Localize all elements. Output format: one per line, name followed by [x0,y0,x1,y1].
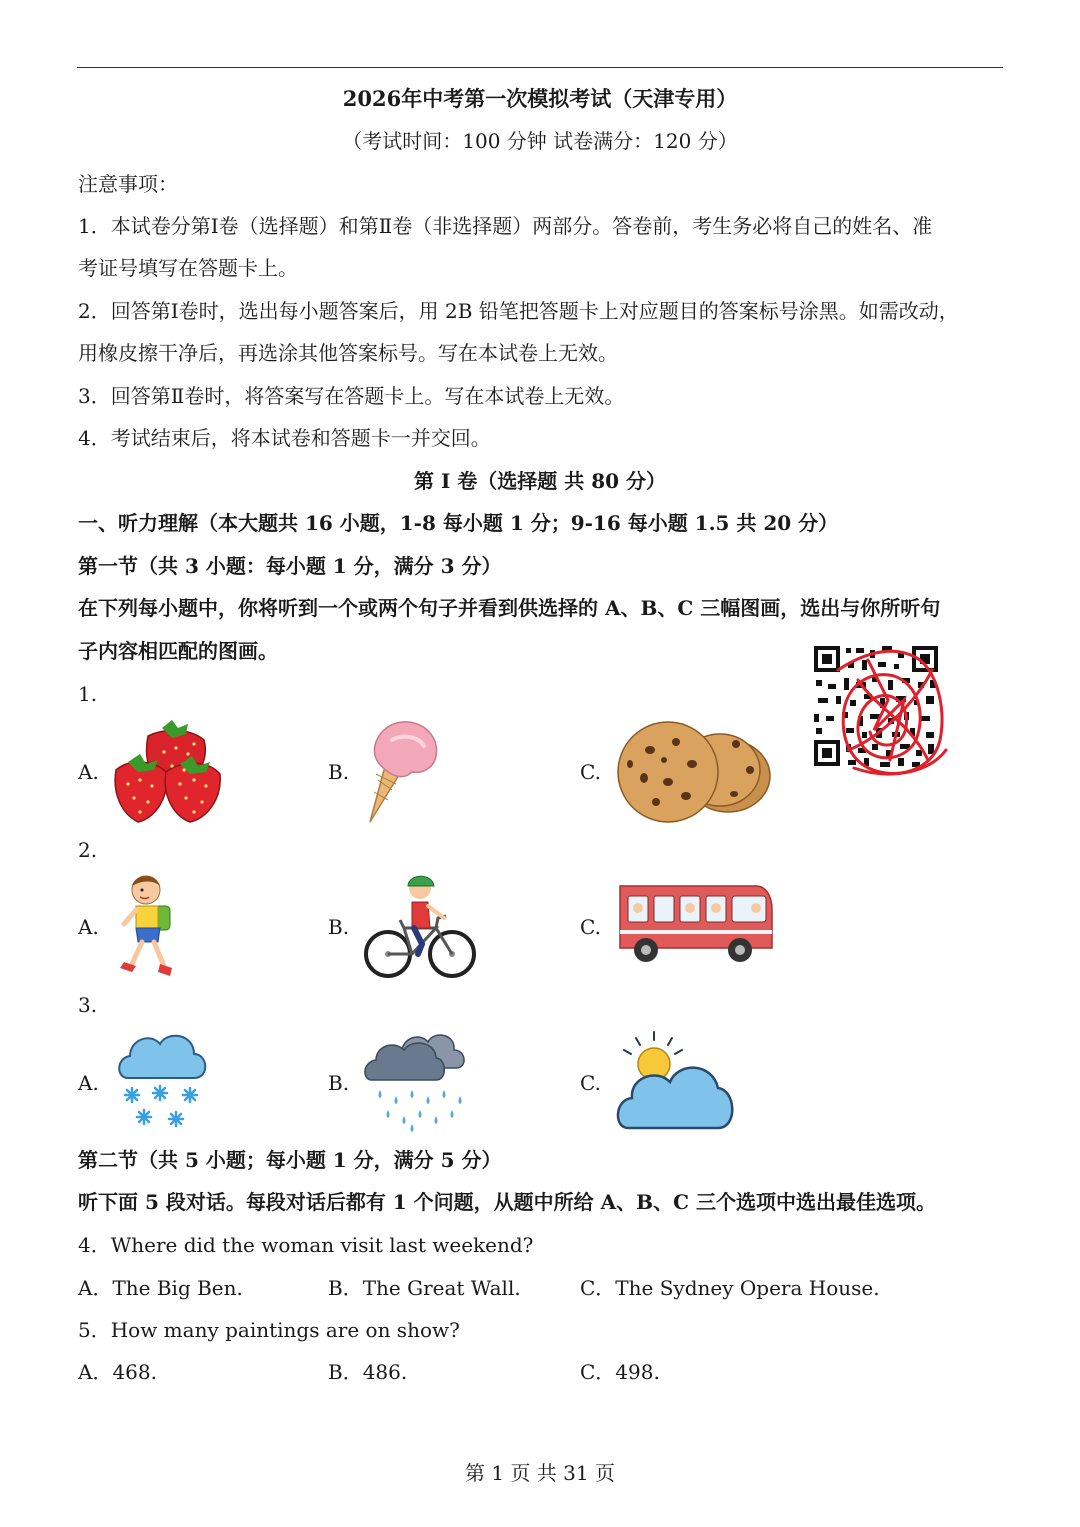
option-label[interactable]: C. [580,1071,601,1095]
cookies-icon [616,720,772,824]
rain-cloud-icon [362,1026,474,1134]
option-c[interactable]: C．498. [580,1360,660,1384]
question-number: 2. [78,838,98,862]
note-line: 4．考试结束后，将本试卷和答题卡一并交回。 [78,426,491,450]
note-line: 1．本试卷分第Ⅰ卷（选择题）和第Ⅱ卷（非选择题）两部分。答卷前，考生务必将自己的姓名、准 [78,214,933,238]
exam-subtitle: （考试时间：100 分钟 试卷满分：120 分） [342,129,738,153]
bicycle-rider-icon [364,872,476,980]
option-a[interactable]: A．The Big Ben. [78,1276,243,1300]
option-label[interactable]: A. [78,915,99,939]
option-a[interactable]: A．468. [78,1360,157,1384]
ice-cream-icon [362,718,442,824]
note-line: 3．回答第Ⅱ卷时，将答案写在答题卡上。写在本试卷上无效。 [78,384,625,408]
option-b[interactable]: B．The Great Wall. [328,1276,521,1300]
page-footer: 第 1 页 共 31 页 [465,1461,615,1485]
notes-heading: 注意事项： [78,172,178,196]
part1-title: 第 I 卷（选择题 共 80 分） [413,469,666,493]
top-rule [77,67,1003,68]
note-line: 考证号填写在答题卡上。 [78,256,298,280]
question-number: 1. [78,682,98,706]
bus-icon [616,880,776,970]
walking-boy-icon [112,870,182,982]
note-line: 2．回答第Ⅰ卷时，选出每小题答案后，用 2B 铅笔把答题卡上对应题目的答案标号涂黑。如需改动， [78,299,959,323]
subsection2-instruction: 听下面 5 段对话。每段对话后都有 1 个问题，从题中所给 A、B、C 三个选项中选出最佳选项。 [78,1190,936,1214]
option-label[interactable]: B. [328,760,350,784]
subsection1-instruction: 在下列每小题中，你将听到一个或两个句子并看到供选择的 A、B、C 三幅图画，选出与你所听句 [78,596,941,620]
note-line: 用橡皮擦干净后，再选涂其他答案标号。写在本试卷上无效。 [78,341,618,365]
option-label[interactable]: B. [328,915,350,939]
subsection1-instruction: 子内容相匹配的图画。 [78,639,278,663]
option-c[interactable]: C．The Sydney Opera House. [580,1276,880,1300]
section1-title: 一、听力理解（本大题共 16 小题，1-8 每小题 1 分；9-16 每小题 1.5 共 20 分） [78,511,839,535]
option-label[interactable]: A. [78,1071,99,1095]
option-label[interactable]: C. [580,760,601,784]
option-label[interactable]: B. [328,1071,350,1095]
sun-cloud-icon [614,1030,738,1134]
snow-cloud-icon [114,1026,210,1134]
strawberries-icon [112,718,224,824]
qr-code-icon [808,640,953,780]
option-label[interactable]: A. [78,760,99,784]
exam-title: 2026年中考第一次模拟考试（天津专用） [342,86,738,111]
question-text: 5．How many paintings are on show? [78,1318,460,1342]
option-label[interactable]: C. [580,915,601,939]
option-b[interactable]: B．486. [328,1360,408,1384]
subsection1-title: 第一节（共 3 小题：每小题 1 分，满分 3 分） [78,554,502,578]
question-text: 4．Where did the woman visit last weekend? [78,1233,534,1257]
question-number: 3. [78,993,98,1017]
subsection2-title: 第二节（共 5 小题；每小题 1 分，满分 5 分） [78,1148,502,1172]
